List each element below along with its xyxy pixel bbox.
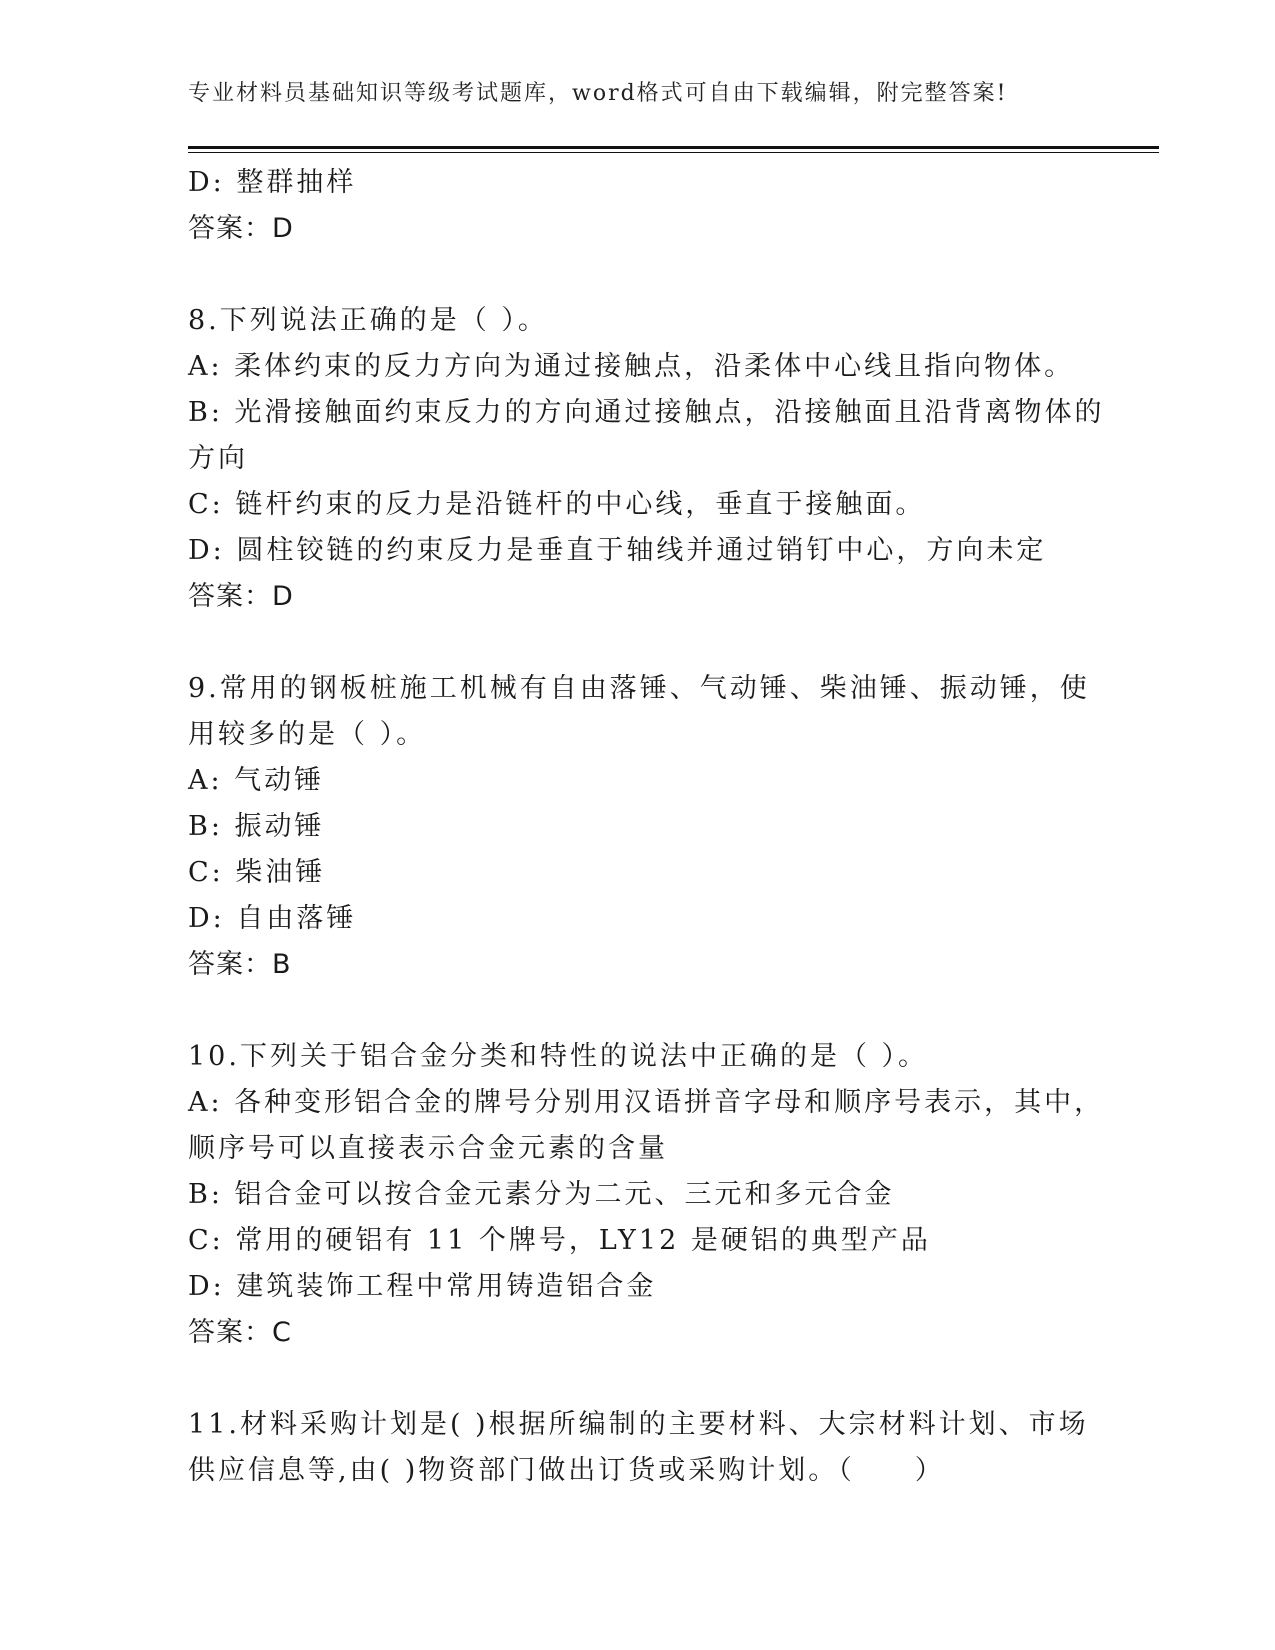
- text-line: 10.下列关于铝合金分类和特性的说法中正确的是（ ）。: [188, 1041, 929, 1072]
- text-line: 顺序号可以直接表示合金元素的含量: [188, 1133, 668, 1164]
- text-line: D: 圆柱铰链的约束反力是垂直于轴线并通过销钉中心，方向未定: [188, 535, 1047, 566]
- header-rule-thin: [188, 152, 1159, 153]
- answer-line: 答案：D: [188, 213, 294, 244]
- text-line: B: 铝合金可以按合金元素分为二元、三元和多元合金: [188, 1179, 895, 1210]
- text-line: C: 柴油锤: [188, 857, 326, 888]
- text-line: D: 建筑装饰工程中常用铸造铝合金: [188, 1271, 657, 1302]
- spacer: [188, 620, 1088, 666]
- spacer: [188, 252, 1088, 298]
- text-line: 方向: [188, 443, 248, 474]
- page-header: 专业材料员基础知识等级考试题库，word格式可自由下载编辑，附完整答案!: [188, 81, 1008, 106]
- spacer: [188, 1356, 1088, 1402]
- text-line: B: 振动锤: [188, 811, 325, 842]
- answer-line: 答案：B: [188, 949, 292, 980]
- text-line: 用较多的是（ ）。: [188, 719, 427, 750]
- text-line: 9.常用的钢板桩施工机械有自由落锤、气动锤、柴油锤、振动锤，使: [188, 673, 1090, 704]
- text-line: 11.材料采购计划是( )根据所编制的主要材料、大宗材料计划、市场: [188, 1409, 1089, 1440]
- text-line: C: 常用的硬铝有 11 个牌号，LY12 是硬铝的典型产品: [188, 1225, 931, 1256]
- text-line: D: 自由落锤: [188, 903, 357, 934]
- text-line: A: 气动锤: [188, 765, 325, 796]
- text-line: A: 各种变形铝合金的牌号分别用汉语拼音字母和顺序号表示，其中，: [188, 1087, 1105, 1118]
- answer-line: 答案：C: [188, 1317, 292, 1348]
- text-line: 8.下列说法正确的是（ ）。: [188, 305, 548, 336]
- question-content: [188, 160, 1105, 1494]
- answer-line: 答案：D: [188, 581, 294, 612]
- text-line: C: 链杆约束的反力是沿链杆的中心线，垂直于接触面。: [188, 489, 926, 520]
- text-line: A: 柔体约束的反力方向为通过接触点，沿柔体中心线且指向物体。: [188, 351, 1075, 382]
- text-line: 供应信息等,由( )物资部门做出订货或采购计划。（ ）: [188, 1455, 945, 1486]
- spacer: [188, 988, 1088, 1034]
- header-rule-thick: [188, 146, 1159, 149]
- text-line: D: 整群抽样: [188, 167, 357, 198]
- text-line: B: 光滑接触面约束反力的方向通过接触点，沿接触面且沿背离物体的: [188, 397, 1105, 428]
